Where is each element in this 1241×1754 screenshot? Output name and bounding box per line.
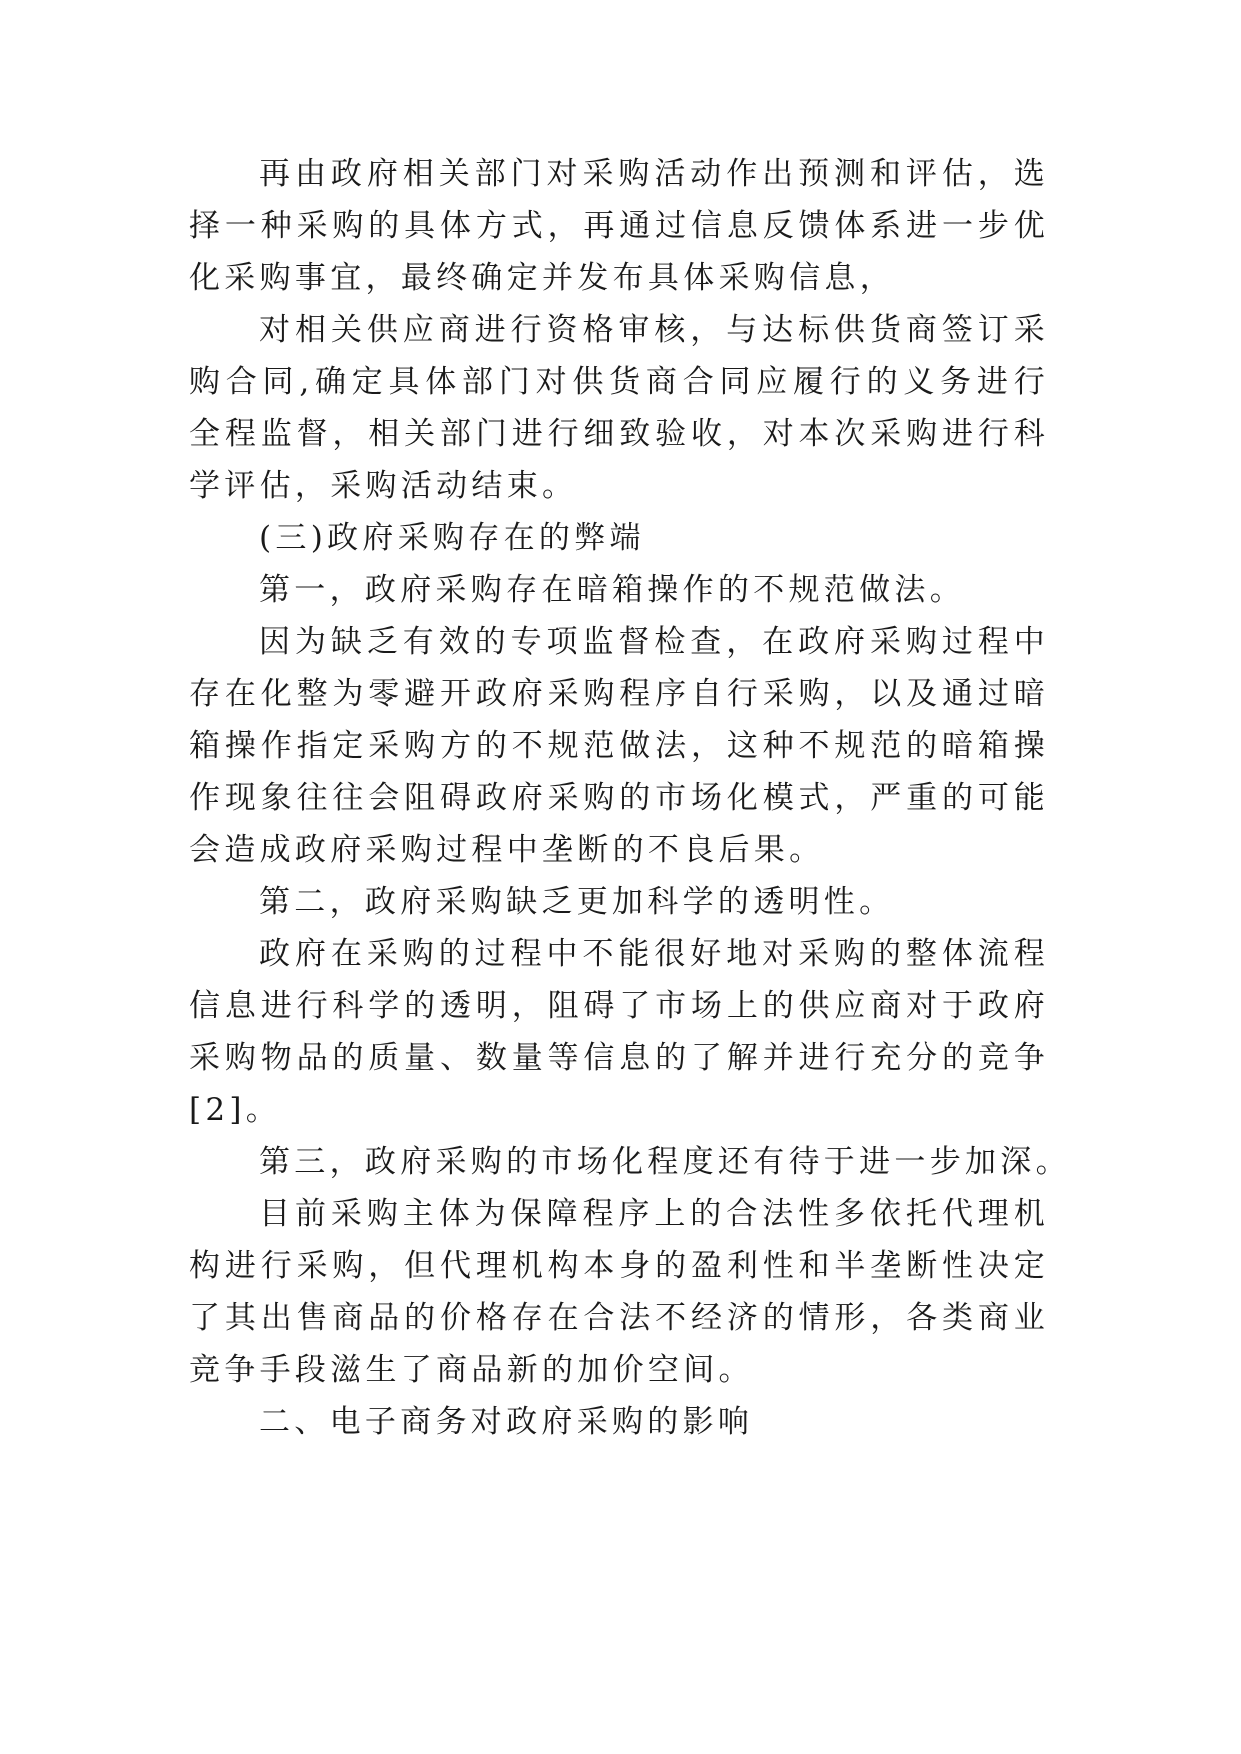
section-heading-ecommerce-impact: 二、电子商务对政府采购的影响 — [259, 1404, 754, 1440]
point-heading-second: 第二，政府采购缺乏更加科学的透明性。 — [259, 884, 895, 920]
document-body — [189, 148, 1071, 1448]
paragraph-first-detail: 因为缺乏有效的专项监督检查，在政府采购过程中存在化整为零避开政府采购程序自行采购，以及通过暗箱操作指定采购方的不规范做法，这种不规范的暗箱操作现象往往会阻碍政府采购的市场化模式，严重的可能会造成政府采购过程中垄断的不良后果。 — [189, 624, 1049, 868]
paragraph-second-detail: 政府在采购的过程中不能很好地对采购的整体流程信息进行科学的透明，阻碍了市场上的供应商对于政府采购物品的质量、数量等信息的了解并进行充分的竞争[2]。 — [189, 936, 1049, 1128]
point-heading-first: 第一，政府采购存在暗箱操作的不规范做法。 — [259, 572, 965, 608]
paragraph-supplier-review: 对相关供应商进行资格审核，与达标供货商签订采购合同,确定具体部门对供货商合同应履行的义务进行全程监督，相关部门进行细致验收，对本次采购进行科学评估，采购活动结束。 — [189, 312, 1049, 504]
section-heading-drawbacks: (三)政府采购存在的弊端 — [259, 520, 645, 556]
paragraph-third-detail: 目前采购主体为保障程序上的合法性多依托代理机构进行采购，但代理机构本身的盈利性和半垄断性决定了其出售商品的价格存在合法不经济的情形，各类商业竞争手段滋生了商品新的加价空间。 — [189, 1196, 1049, 1388]
point-heading-third: 第三，政府采购的市场化程度还有待于进一步加深。 — [259, 1144, 1071, 1180]
paragraph-procurement-evaluation: 再由政府相关部门对采购活动作出预测和评估，选择一种采购的具体方式，再通过信息反馈体系进一步优化采购事宜，最终确定并发布具体采购信息， — [189, 156, 1049, 296]
